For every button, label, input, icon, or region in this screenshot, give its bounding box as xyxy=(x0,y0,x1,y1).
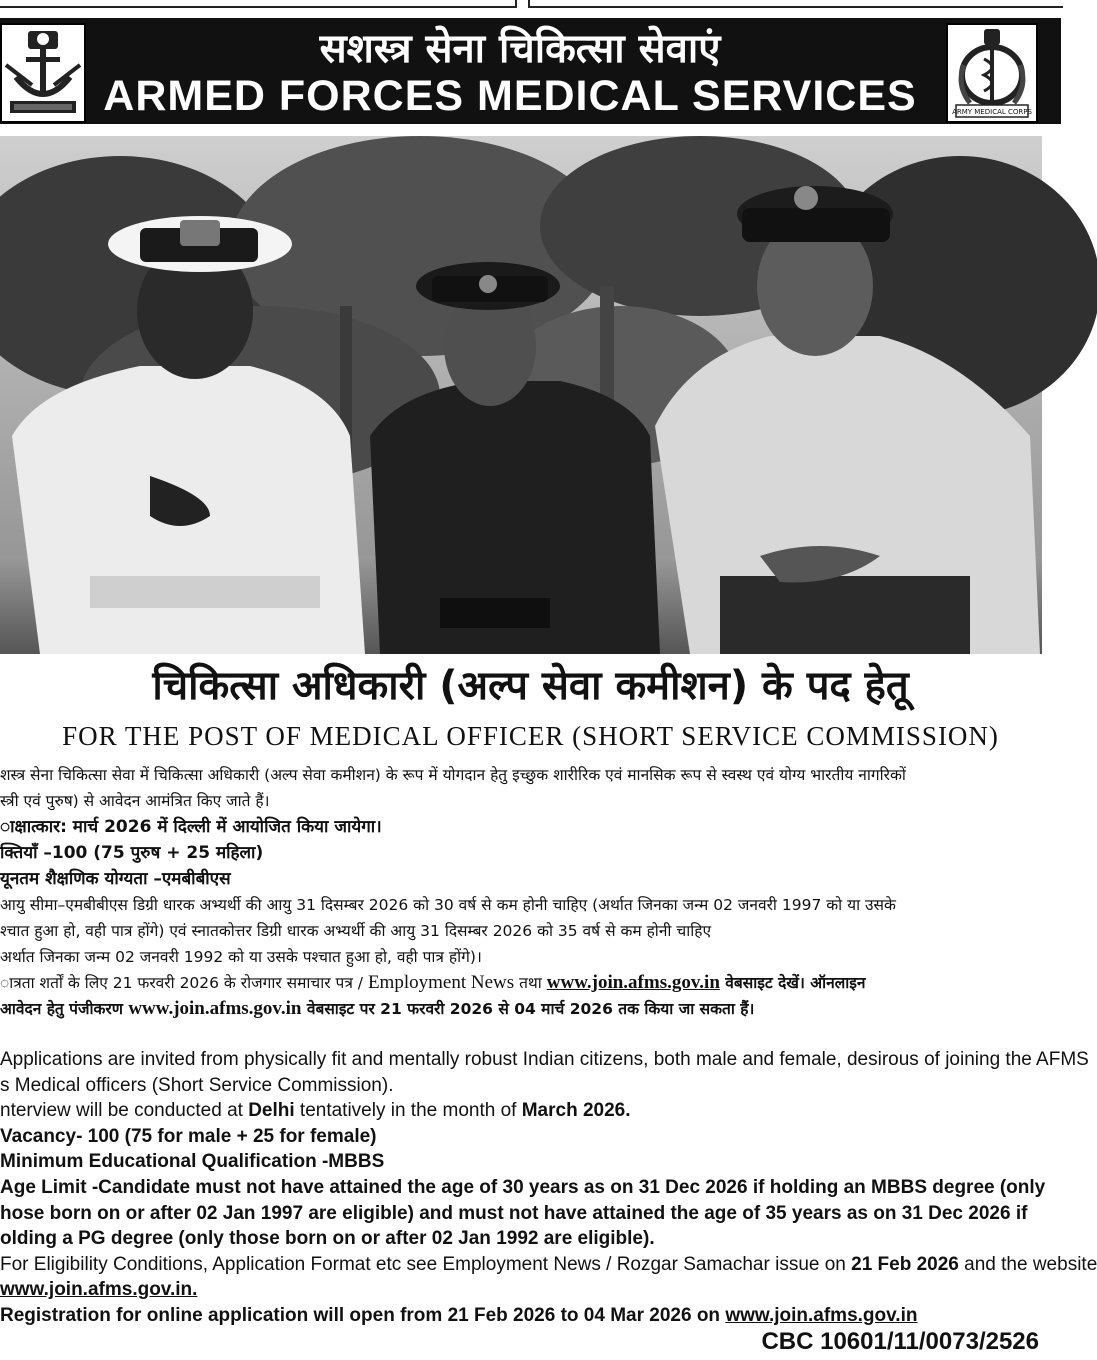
english-registration-text: Registration for online application will open from 21 Feb 2026 to 04 Mar 2026 on xyxy=(0,1304,726,1326)
english-vacancy: Vacancy- 100 (75 for male + 25 for female) xyxy=(0,1125,377,1147)
hindi-age-line-2: श्चात हुआ हो, वही पात्र होंगे) एवं स्नातकोत्तर डिग्री धारक अभ्यर्थी की आयु 31 दिसम्बर 2026 को 35 वर्ष से कम होनी चाहिए xyxy=(0,922,712,940)
hindi-registration-text-b: वेबसाइट पर 21 फरवरी 2026 से 04 मार्च 2026 तक किया जा सकता हैं। xyxy=(301,1000,755,1018)
hindi-age-line-3: अर्थात जिनका जन्म 02 जनवरी 1992 को या उसके पश्चात हुआ हो, वही पात्र होंगे)। xyxy=(0,948,482,966)
hindi-registration-line xyxy=(0,996,1050,1022)
english-intro-line-2: s Medical officers (Short Service Commission). xyxy=(0,1074,394,1096)
header-banner xyxy=(0,18,1061,124)
english-age-line-3: olding a PG degree (only those born on or after 02 Jan 1992 are eligible). xyxy=(0,1228,655,1250)
hindi-vacancy: क्तियाँ –100 (75 पुरुष + 25 महिला) xyxy=(0,843,264,863)
english-interview-city: Delhi xyxy=(248,1100,295,1122)
english-details xyxy=(0,1047,1097,1329)
hindi-intro-line-1: शस्त्र सेना चिकित्सा सेवा में चिकित्सा अधिकारी (अल्प सेवा कमीशन) के रूप में योगदान हेतु इच्छुक शारीरिक एवं मानसिक रूप से स्वस्थ एवं योग्य भारतीय नागरिकों xyxy=(0,766,906,784)
hindi-registration-text-a: आवेदन हेतु पंजीकरण xyxy=(0,1000,129,1018)
emblem-text: ARMY MEDICAL CORPS xyxy=(952,108,1032,116)
english-age-line-2: hose born on or after 02 Jan 1997 are eligible) and must not have attained the age of 35 years as on 31 Dec 2026 if xyxy=(0,1202,1028,1224)
english-interview-line xyxy=(0,1098,1050,1124)
english-eligibility-text-a: For Eligibility Conditions, Application Format etc see Employment News / Rozgar Samachar issue on xyxy=(0,1253,852,1275)
top-border-right xyxy=(528,0,1063,8)
top-border-left xyxy=(0,0,517,8)
cbc-reference-number: CBC 10601/11/0073/2526 xyxy=(761,1328,1039,1355)
banner-title-english: ARMED FORCES MEDICAL SERVICES xyxy=(103,72,917,120)
english-interview-month: March 2026. xyxy=(521,1100,631,1122)
hindi-age-line-1: आयु सीमा–एमबीबीएस डिग्री धारक अभ्यर्थी की आयु 31 दिसम्बर 2026 को 30 वर्ष से कम होनी चाहिए (अर्थात जिनका जन्म 02 जनवरी 1997 को या उसके xyxy=(0,896,896,914)
top-border-strip xyxy=(0,0,1061,12)
english-website-link[interactable]: www.join.afms.gov.in. xyxy=(0,1279,198,1301)
hindi-eligibility-text-a: ात्रता शर्तों के लिए 21 फरवरी 2026 के रोजगार समाचार पत्र / xyxy=(0,974,368,992)
hindi-registration-website[interactable]: www.join.afms.gov.in xyxy=(128,998,302,1019)
english-intro-line-1: Applications are invited from physically fit and mentally robust Indian citizens, both male and female, desirous of joining the AFMS xyxy=(0,1049,1089,1070)
english-registration-line xyxy=(0,1303,1050,1329)
english-registration-link[interactable]: www.join.afms.gov.in xyxy=(725,1304,918,1326)
post-title-english: FOR THE POST OF MEDICAL OFFICER (SHORT SERVICE COMMISSION) xyxy=(62,721,999,751)
hindi-eligibility-text-d: वेबसाइट देखें। ऑनलाइन xyxy=(719,974,866,992)
hindi-eligibility-text-c: तथा xyxy=(514,974,547,992)
navy-anchor-emblem-icon xyxy=(0,23,86,123)
hindi-qualification: यूनतम शैक्षणिक योग्यता –एमबीबीएस xyxy=(0,869,231,889)
english-interview-text-a: nterview will be conducted at xyxy=(0,1100,249,1122)
english-eligibility-line xyxy=(0,1252,1097,1278)
hindi-details xyxy=(0,762,1050,1022)
banner-title-hindi: सशस्त्र सेना चिकित्सा सेवाएं xyxy=(319,26,721,72)
english-age-line-1: Age Limit -Candidate must not have attained the age of 30 years as on 31 Dec 2026 if holding an MBBS degree (only xyxy=(0,1176,1046,1198)
english-eligibility-date: 21 Feb 2026 xyxy=(851,1253,959,1275)
hindi-eligibility-line xyxy=(0,970,1050,996)
hindi-intro-line-2: स्त्री एवं पुरुष) से आवेदन आमंत्रित किए जाते हैं। xyxy=(0,792,270,810)
officers-photo xyxy=(0,136,1042,654)
army-medical-corps-emblem-icon xyxy=(946,23,1038,123)
english-interview-text-c: tentatively in the month of xyxy=(294,1100,522,1122)
english-qualification: Minimum Educational Qualification -MBBS xyxy=(0,1151,385,1173)
post-title-hindi: चिकित्सा अधिकारी (अल्प सेवा कमीशन) के पद हेतू xyxy=(152,663,909,709)
hindi-interview: ाक्षात्कार: मार्च 2026 में दिल्ली में आयोजित किया जायेगा। xyxy=(0,817,382,837)
hindi-website-link[interactable]: www.join.afms.gov.in xyxy=(546,972,720,993)
english-eligibility-text-c: and the website xyxy=(958,1253,1097,1275)
hindi-employment-news: Employment News xyxy=(367,972,515,993)
